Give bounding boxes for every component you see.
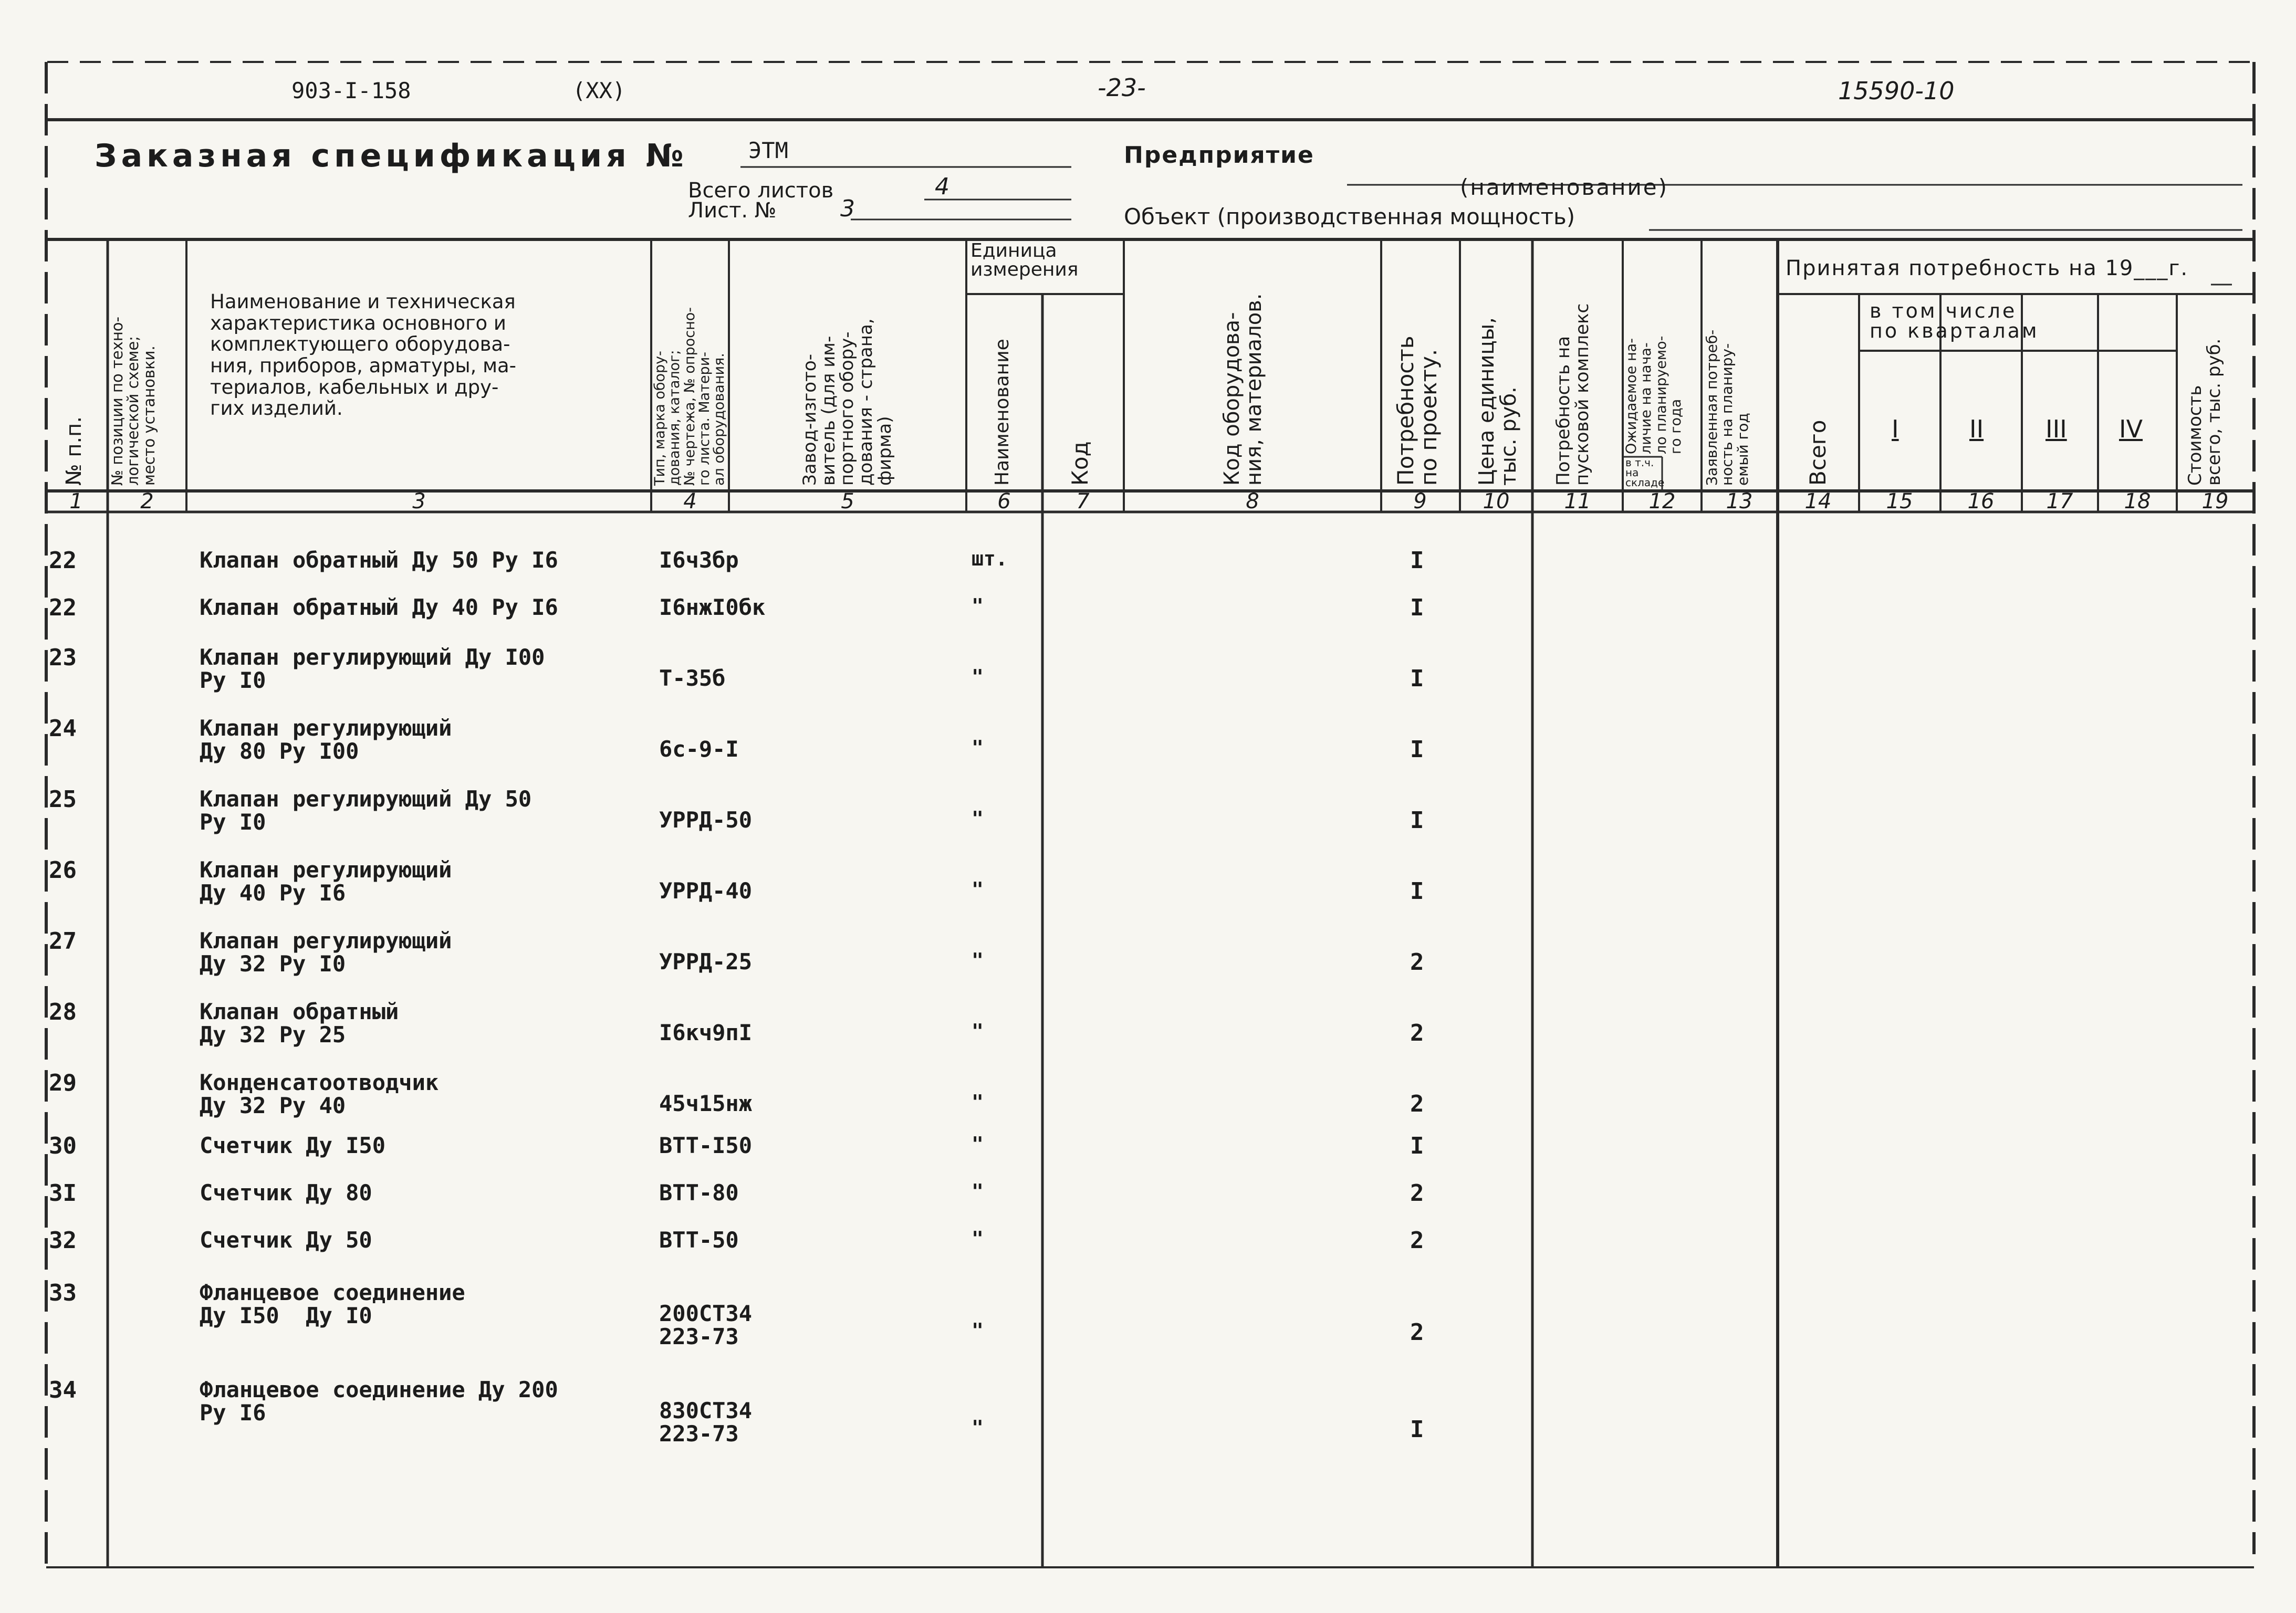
column-number-19: 19 <box>2201 489 2229 514</box>
item-quantity: I <box>1410 878 1424 905</box>
naming-label: (наименование) <box>1460 174 1669 200</box>
item-quantity: I <box>1410 807 1424 834</box>
page-number: -23- <box>1098 74 1146 102</box>
form-title: Заказная спецификация № <box>95 138 688 174</box>
volume-label: (XX) <box>572 78 626 103</box>
col-header-16: II <box>1969 415 1984 443</box>
enterprise-label: Предприятие <box>1124 142 1314 169</box>
row-number: 23 <box>49 644 77 671</box>
item-unit: " <box>972 878 984 901</box>
item-name: Счетчик Ду I50 <box>200 1133 386 1158</box>
item-type: УРРД-25 <box>659 949 753 975</box>
col-header-12-sub: в т.ч. на складе <box>1625 456 1665 489</box>
item-type: I6ч3бр <box>659 547 739 573</box>
column-number-14: 14 <box>1804 489 1832 514</box>
item-unit: " <box>972 736 984 759</box>
item-type: ВТТ-I50 <box>659 1133 753 1158</box>
column-number-18: 18 <box>2124 489 2151 514</box>
item-name: Клапан регулирующий Ду 50 Ру I0 <box>200 786 532 835</box>
column-number-9: 9 <box>1413 489 1427 514</box>
row-number: 24 <box>49 715 77 742</box>
column-number-13: 13 <box>1726 489 1753 514</box>
row-number: 26 <box>49 857 77 884</box>
sheet-label: Лист. № <box>688 198 777 223</box>
row-number: 29 <box>49 1070 77 1096</box>
item-unit: " <box>972 1133 984 1156</box>
item-name: Клапан регулирующий Ду 80 Ру I00 <box>200 715 452 764</box>
column-number-6: 6 <box>997 489 1011 514</box>
column-number-4: 4 <box>683 489 697 514</box>
column-number-15: 15 <box>1886 489 1913 514</box>
item-type: 200СТ34 223-73 <box>659 1301 753 1350</box>
row-number: 22 <box>49 594 77 621</box>
col-header-2: № позиции по техно- логической схеме; место установки. <box>108 317 158 486</box>
column-number-1: 1 <box>69 489 83 514</box>
total-sheets-value: 4 <box>935 173 949 200</box>
item-quantity: I <box>1410 594 1424 621</box>
item-unit: " <box>972 1319 984 1342</box>
item-name: Клапан обратный Ду 40 Ру I6 <box>200 594 558 620</box>
item-name: Клапан обратный Ду 50 Ру I6 <box>200 547 558 573</box>
col-header-18: IV <box>2119 415 2143 443</box>
item-name: Клапан регулирующий Ду 32 Ру I0 <box>200 928 452 977</box>
col-header-8: Код оборудова- ния, материалов. <box>1220 293 1266 486</box>
item-quantity: 2 <box>1410 1227 1424 1254</box>
item-unit: " <box>972 1227 984 1250</box>
item-name: Клапан регулирующий Ду I00 Ру I0 <box>200 644 545 694</box>
item-quantity: I <box>1410 1416 1424 1443</box>
item-type: УРРД-40 <box>659 878 753 904</box>
item-unit: " <box>972 1020 984 1043</box>
row-number: 27 <box>49 928 77 955</box>
col-header-9: Потребность по проекту. <box>1393 336 1442 486</box>
sheet-value: 3 <box>840 195 855 222</box>
column-number-11: 11 <box>1564 489 1591 514</box>
item-unit: " <box>972 1416 984 1439</box>
column-number-7: 7 <box>1076 489 1090 514</box>
item-unit: " <box>972 1180 984 1203</box>
row-number: 34 <box>49 1377 77 1403</box>
column-number-3: 3 <box>412 489 426 514</box>
col-header-quarters: в том числе по кварталам <box>1870 299 2039 342</box>
row-number: 32 <box>49 1227 77 1254</box>
column-number-5: 5 <box>841 489 854 514</box>
item-name: Клапан обратный Ду 32 Ру 25 <box>200 999 399 1048</box>
item-unit: " <box>972 1091 984 1114</box>
item-type: 45ч15нж <box>659 1091 753 1116</box>
row-number: 33 <box>49 1280 77 1306</box>
item-unit: " <box>972 665 984 688</box>
column-number-16: 16 <box>1967 489 1995 514</box>
row-number: 30 <box>49 1133 77 1159</box>
item-name: Счетчик Ду 80 <box>200 1180 372 1206</box>
col-header-5: Завод-изгото- витель (для им- портного обору- дования - страна, фирма) <box>799 318 895 486</box>
spec-number: ЭТМ <box>748 138 788 163</box>
item-quantity: I <box>1410 547 1424 574</box>
archive-code: 15590-10 <box>1838 77 1955 105</box>
col-header-unit: Единица измерения <box>970 240 1079 280</box>
item-unit: шт. <box>972 547 1008 570</box>
item-name: Фланцевое соединение Ду I50 Ду I0 <box>200 1280 465 1329</box>
column-number-2: 2 <box>140 489 154 514</box>
item-name: Конденсатоотводчик Ду 32 Ру 40 <box>200 1070 439 1119</box>
item-quantity: 2 <box>1410 1020 1424 1046</box>
item-type: ВТТ-80 <box>659 1180 739 1206</box>
col-header-13: Заявленная потреб- ность на планиру- емый год <box>1703 329 1751 486</box>
col-header-11: Потребность на пусковой комплекс <box>1553 303 1593 486</box>
item-unit: " <box>972 949 984 972</box>
col-header-6: Наименование <box>992 339 1013 486</box>
col-header-14: Всего <box>1805 420 1831 486</box>
item-type: 6с-9-I <box>659 736 739 762</box>
col-header-accepted: Принятая потребность на 19___г. <box>1786 256 2189 280</box>
column-number-17: 17 <box>2046 489 2073 514</box>
col-header-10: Цена единицы, тыс. руб. <box>1475 317 1521 486</box>
item-type: Т-35б <box>659 665 726 691</box>
row-number: 25 <box>49 786 77 813</box>
item-quantity: 2 <box>1410 1319 1424 1346</box>
object-label: Объект (производственная мощность) <box>1124 204 1575 229</box>
item-unit: " <box>972 594 984 617</box>
item-unit: " <box>972 807 984 830</box>
item-quantity: I <box>1410 736 1424 763</box>
item-name: Фланцевое соединение Ду 200 Ру I6 <box>200 1377 558 1426</box>
col-header-12: Ожидаемое на- личие на нача- ло планируемо- го года <box>1623 336 1685 454</box>
item-type: ВТТ-50 <box>659 1227 739 1253</box>
column-number-8: 8 <box>1246 489 1259 514</box>
item-quantity: 2 <box>1410 949 1424 976</box>
project-code: 903-I-158 <box>291 78 411 103</box>
column-number-10: 10 <box>1483 489 1510 514</box>
col-header-15: I <box>1892 415 1899 443</box>
item-type: 830СТ34 223-73 <box>659 1398 753 1447</box>
item-type: I6нжI0бк <box>659 594 766 620</box>
col-header-17: III <box>2045 415 2067 443</box>
col-header-4: Тип, марка обору- дования, каталог; № чертежа, № опросно- го листа. Матери- ал оборудования. <box>652 307 728 486</box>
item-name: Клапан регулирующий Ду 40 Ру I6 <box>200 857 452 906</box>
item-name: Счетчик Ду 50 <box>200 1227 372 1253</box>
col-header-1: № п.п. <box>62 416 86 486</box>
item-quantity: I <box>1410 665 1424 692</box>
column-number-12: 12 <box>1648 489 1676 514</box>
item-quantity: I <box>1410 1133 1424 1159</box>
item-quantity: 2 <box>1410 1091 1424 1117</box>
row-number: 3I <box>49 1180 77 1207</box>
col-header-3: Наименование и техническая характеристика основного и комплектующего оборудова- ния, приборов, арматуры, ма- териалов, кабельных и дру- гих изделий. <box>210 290 517 420</box>
row-number: 28 <box>49 999 77 1025</box>
item-type: I6кч9пI <box>659 1020 753 1045</box>
col-header-19: Стоимость всего, тыс. руб. <box>2185 338 2225 486</box>
item-type: УРРД-50 <box>659 807 753 833</box>
item-quantity: 2 <box>1410 1180 1424 1207</box>
row-number: 22 <box>49 547 77 574</box>
col-header-7: Код <box>1067 441 1093 486</box>
total-sheets-label: Всего листов <box>688 179 834 203</box>
